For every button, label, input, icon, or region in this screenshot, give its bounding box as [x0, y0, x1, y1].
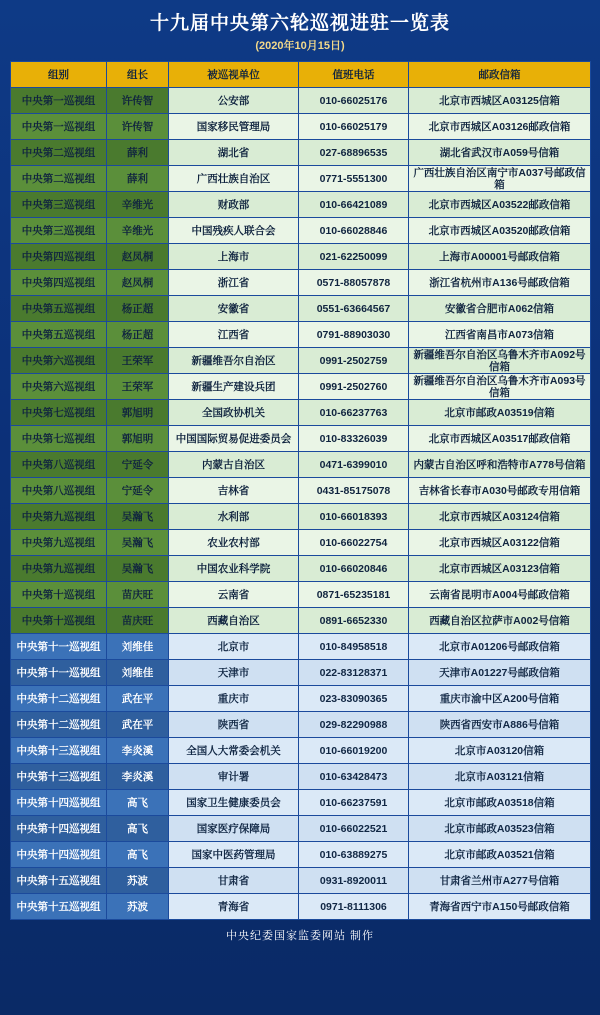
table-row [11, 218, 591, 244]
cell-group: 中央第十五巡视组 [11, 894, 107, 920]
cell-mail: 北京市邮政A03518信箱 [409, 790, 591, 816]
cell-group: 中央第一巡视组 [11, 114, 107, 140]
cell-mail: 浙江省杭州市A136号邮政信箱 [409, 270, 591, 296]
cell-group: 中央第二巡视组 [11, 166, 107, 192]
cell-unit: 安徽省 [169, 296, 299, 322]
table-row [11, 556, 591, 582]
cell-leader: 高飞 [107, 816, 169, 842]
cell-group: 中央第六巡视组 [11, 348, 107, 374]
table-header-row [11, 62, 591, 88]
cell-leader: 苗庆旺 [107, 608, 169, 634]
cell-phone: 0991-2502760 [299, 374, 409, 400]
table-row [11, 88, 591, 114]
cell-phone: 010-63428473 [299, 764, 409, 790]
cell-unit: 上海市 [169, 244, 299, 270]
cell-mail: 北京市西城区A03517邮政信箱 [409, 426, 591, 452]
table-row [11, 868, 591, 894]
cell-mail: 云南省昆明市A004号邮政信箱 [409, 582, 591, 608]
table-row [11, 530, 591, 556]
cell-group: 中央第十巡视组 [11, 582, 107, 608]
table-row [11, 504, 591, 530]
cell-leader: 赵凤桐 [107, 244, 169, 270]
cell-phone: 010-66022754 [299, 530, 409, 556]
cell-unit: 公安部 [169, 88, 299, 114]
table-row [11, 660, 591, 686]
cell-leader: 杨正超 [107, 296, 169, 322]
cell-unit: 重庆市 [169, 686, 299, 712]
cell-mail: 北京市A03120信箱 [409, 738, 591, 764]
cell-unit: 北京市 [169, 634, 299, 660]
cell-mail: 北京市邮政A03521信箱 [409, 842, 591, 868]
cell-mail: 陕西省西安市A886号信箱 [409, 712, 591, 738]
cell-unit: 国家移民管理局 [169, 114, 299, 140]
table-row [11, 192, 591, 218]
table-row [11, 764, 591, 790]
cell-mail: 北京市西城区A03522邮政信箱 [409, 192, 591, 218]
cell-leader: 杨正超 [107, 322, 169, 348]
table-row [11, 842, 591, 868]
cell-group: 中央第七巡视组 [11, 426, 107, 452]
cell-unit: 新疆生产建设兵团 [169, 374, 299, 400]
cell-phone: 0571-88057878 [299, 270, 409, 296]
cell-phone: 021-62250099 [299, 244, 409, 270]
cell-mail: 北京市西城区A03122信箱 [409, 530, 591, 556]
cell-phone: 010-66028846 [299, 218, 409, 244]
cell-unit: 青海省 [169, 894, 299, 920]
cell-leader: 苏波 [107, 894, 169, 920]
cell-unit: 国家卫生健康委员会 [169, 790, 299, 816]
cell-leader: 薛利 [107, 166, 169, 192]
cell-phone: 010-66237763 [299, 400, 409, 426]
cell-phone: 0551-63664567 [299, 296, 409, 322]
cell-mail: 北京市邮政A03523信箱 [409, 816, 591, 842]
cell-group: 中央第四巡视组 [11, 270, 107, 296]
cell-group: 中央第五巡视组 [11, 296, 107, 322]
cell-unit: 新疆维吾尔自治区 [169, 348, 299, 374]
cell-group: 中央第三巡视组 [11, 218, 107, 244]
table-row [11, 348, 591, 374]
cell-mail: 重庆市渝中区A200号信箱 [409, 686, 591, 712]
table-row [11, 582, 591, 608]
cell-group: 中央第四巡视组 [11, 244, 107, 270]
table-row [11, 296, 591, 322]
cell-mail: 北京市西城区A03123信箱 [409, 556, 591, 582]
cell-leader: 刘维佳 [107, 660, 169, 686]
cell-unit: 国家中医药管理局 [169, 842, 299, 868]
cell-leader: 高飞 [107, 790, 169, 816]
column-header-unit: 被巡视单位 [169, 62, 299, 88]
cell-group: 中央第二巡视组 [11, 140, 107, 166]
cell-phone: 0771-5551300 [299, 166, 409, 192]
footer-credit: 中央纪委国家监委网站 制作 [225, 930, 375, 942]
cell-unit: 农业农村部 [169, 530, 299, 556]
cell-unit: 全国人大常委会机关 [169, 738, 299, 764]
cell-mail: 新疆维吾尔自治区乌鲁木齐市A092号信箱 [409, 348, 591, 374]
column-header-mail: 邮政信箱 [409, 62, 591, 88]
cell-phone: 010-66421089 [299, 192, 409, 218]
table-row [11, 790, 591, 816]
cell-mail: 甘肃省兰州市A277号信箱 [409, 868, 591, 894]
table-row [11, 140, 591, 166]
cell-leader: 武在平 [107, 686, 169, 712]
column-header-group: 组别 [11, 62, 107, 88]
cell-leader: 苏波 [107, 868, 169, 894]
cell-group: 中央第十一巡视组 [11, 634, 107, 660]
column-header-phone: 值班电话 [299, 62, 409, 88]
table-row [11, 400, 591, 426]
cell-leader: 高飞 [107, 842, 169, 868]
cell-leader: 宁延令 [107, 452, 169, 478]
table-row [11, 166, 591, 192]
table-row [11, 270, 591, 296]
cell-unit: 天津市 [169, 660, 299, 686]
table-row [11, 816, 591, 842]
cell-leader: 李炎溪 [107, 764, 169, 790]
cell-phone: 029-82290988 [299, 712, 409, 738]
cell-mail: 吉林省长春市A030号邮政专用信箱 [409, 478, 591, 504]
cell-phone: 010-66025176 [299, 88, 409, 114]
cell-phone: 0471-6399010 [299, 452, 409, 478]
cell-leader: 李炎溪 [107, 738, 169, 764]
table-row [11, 894, 591, 920]
cell-leader: 宁延令 [107, 478, 169, 504]
cell-mail: 北京市西城区A03520邮政信箱 [409, 218, 591, 244]
column-header-leader: 组长 [107, 62, 169, 88]
table-row [11, 452, 591, 478]
cell-leader: 吴瀚飞 [107, 556, 169, 582]
cell-phone: 0971-8111306 [299, 894, 409, 920]
cell-phone: 0931-8920011 [299, 868, 409, 894]
page-title: 十九届中央第六轮巡视进驻一览表 [149, 13, 450, 34]
cell-leader: 辛维光 [107, 218, 169, 244]
table-row [11, 374, 591, 400]
cell-group: 中央第十四巡视组 [11, 790, 107, 816]
cell-leader: 苗庆旺 [107, 582, 169, 608]
cell-group: 中央第五巡视组 [11, 322, 107, 348]
cell-leader: 郭旭明 [107, 426, 169, 452]
cell-group: 中央第十五巡视组 [11, 868, 107, 894]
cell-phone: 010-66019200 [299, 738, 409, 764]
cell-leader: 武在平 [107, 712, 169, 738]
cell-mail: 北京市A01206号邮政信箱 [409, 634, 591, 660]
cell-unit: 中国国际贸易促进委员会 [169, 426, 299, 452]
cell-unit: 湖北省 [169, 140, 299, 166]
cell-leader: 薛利 [107, 140, 169, 166]
cell-group: 中央第十一巡视组 [11, 660, 107, 686]
cell-group: 中央第十三巡视组 [11, 764, 107, 790]
cell-leader: 吴瀚飞 [107, 530, 169, 556]
cell-unit: 广西壮族自治区 [169, 166, 299, 192]
cell-phone: 010-63889275 [299, 842, 409, 868]
cell-group: 中央第十四巡视组 [11, 816, 107, 842]
cell-leader: 郭旭明 [107, 400, 169, 426]
cell-leader: 辛维光 [107, 192, 169, 218]
cell-unit: 云南省 [169, 582, 299, 608]
table-header [11, 62, 591, 88]
cell-mail: 西藏自治区拉萨市A002号信箱 [409, 608, 591, 634]
cell-mail: 青海省西宁市A150号邮政信箱 [409, 894, 591, 920]
cell-mail: 湖北省武汉市A059号信箱 [409, 140, 591, 166]
table-row [11, 478, 591, 504]
cell-leader: 王荣军 [107, 374, 169, 400]
cell-phone: 027-68896535 [299, 140, 409, 166]
cell-unit: 中国农业科学院 [169, 556, 299, 582]
cell-mail: 上海市A00001号邮政信箱 [409, 244, 591, 270]
cell-unit: 国家医疗保障局 [169, 816, 299, 842]
cell-group: 中央第六巡视组 [11, 374, 107, 400]
cell-unit: 江西省 [169, 322, 299, 348]
cell-mail: 北京市邮政A03519信箱 [409, 400, 591, 426]
cell-phone: 010-66237591 [299, 790, 409, 816]
cell-phone: 0871-65235181 [299, 582, 409, 608]
cell-mail: 新疆维吾尔自治区乌鲁木齐市A093号信箱 [409, 374, 591, 400]
cell-group: 中央第十二巡视组 [11, 712, 107, 738]
cell-phone: 010-66025179 [299, 114, 409, 140]
cell-group: 中央第九巡视组 [11, 556, 107, 582]
table-row [11, 244, 591, 270]
cell-phone: 0991-2502759 [299, 348, 409, 374]
cell-unit: 吉林省 [169, 478, 299, 504]
cell-unit: 内蒙古自治区 [169, 452, 299, 478]
table-row [11, 686, 591, 712]
cell-group: 中央第八巡视组 [11, 478, 107, 504]
table-row [11, 738, 591, 764]
cell-leader: 刘维佳 [107, 634, 169, 660]
cell-group: 中央第八巡视组 [11, 452, 107, 478]
cell-phone: 022-83128371 [299, 660, 409, 686]
cell-group: 中央第一巡视组 [11, 88, 107, 114]
cell-group: 中央第九巡视组 [11, 530, 107, 556]
cell-unit: 西藏自治区 [169, 608, 299, 634]
cell-unit: 财政部 [169, 192, 299, 218]
cell-group: 中央第七巡视组 [11, 400, 107, 426]
table-row [11, 608, 591, 634]
cell-group: 中央第三巡视组 [11, 192, 107, 218]
table-row [11, 634, 591, 660]
cell-mail: 江西省南昌市A073信箱 [409, 322, 591, 348]
cell-leader: 王荣军 [107, 348, 169, 374]
cell-phone: 010-66022521 [299, 816, 409, 842]
cell-phone: 010-84958518 [299, 634, 409, 660]
cell-unit: 中国残疾人联合会 [169, 218, 299, 244]
cell-phone: 023-83090365 [299, 686, 409, 712]
cell-phone: 010-66020846 [299, 556, 409, 582]
cell-mail: 北京市西城区A03126邮政信箱 [409, 114, 591, 140]
cell-phone: 0791-88903030 [299, 322, 409, 348]
cell-group: 中央第九巡视组 [11, 504, 107, 530]
cell-mail: 安徽省合肥市A062信箱 [409, 296, 591, 322]
cell-unit: 甘肃省 [169, 868, 299, 894]
cell-leader: 赵凤桐 [107, 270, 169, 296]
cell-unit: 陕西省 [169, 712, 299, 738]
cell-phone: 010-66018393 [299, 504, 409, 530]
cell-group: 中央第十四巡视组 [11, 842, 107, 868]
cell-group: 中央第十三巡视组 [11, 738, 107, 764]
cell-phone: 010-83326039 [299, 426, 409, 452]
table-row [11, 712, 591, 738]
table-body [11, 88, 591, 920]
cell-unit: 浙江省 [169, 270, 299, 296]
table-row [11, 114, 591, 140]
cell-mail: 北京市A03121信箱 [409, 764, 591, 790]
inspection-table [10, 61, 591, 920]
cell-phone: 0891-6652330 [299, 608, 409, 634]
title-block [10, 8, 590, 59]
cell-group: 中央第十巡视组 [11, 608, 107, 634]
cell-leader: 许传智 [107, 114, 169, 140]
cell-unit: 水利部 [169, 504, 299, 530]
page-subtitle: (2020年10月15日) [255, 40, 345, 52]
cell-leader: 吴瀚飞 [107, 504, 169, 530]
cell-unit: 审计署 [169, 764, 299, 790]
cell-group: 中央第十二巡视组 [11, 686, 107, 712]
cell-mail: 广西壮族自治区南宁市A037号邮政信箱 [409, 166, 591, 192]
cell-leader: 许传智 [107, 88, 169, 114]
cell-mail: 内蒙古自治区呼和浩特市A778号信箱 [409, 452, 591, 478]
cell-mail: 天津市A01227号邮政信箱 [409, 660, 591, 686]
cell-phone: 0431-85175078 [299, 478, 409, 504]
cell-unit: 全国政协机关 [169, 400, 299, 426]
cell-mail: 北京市西城区A03125信箱 [409, 88, 591, 114]
table-row [11, 426, 591, 452]
cell-mail: 北京市西城区A03124信箱 [409, 504, 591, 530]
table-row [11, 322, 591, 348]
